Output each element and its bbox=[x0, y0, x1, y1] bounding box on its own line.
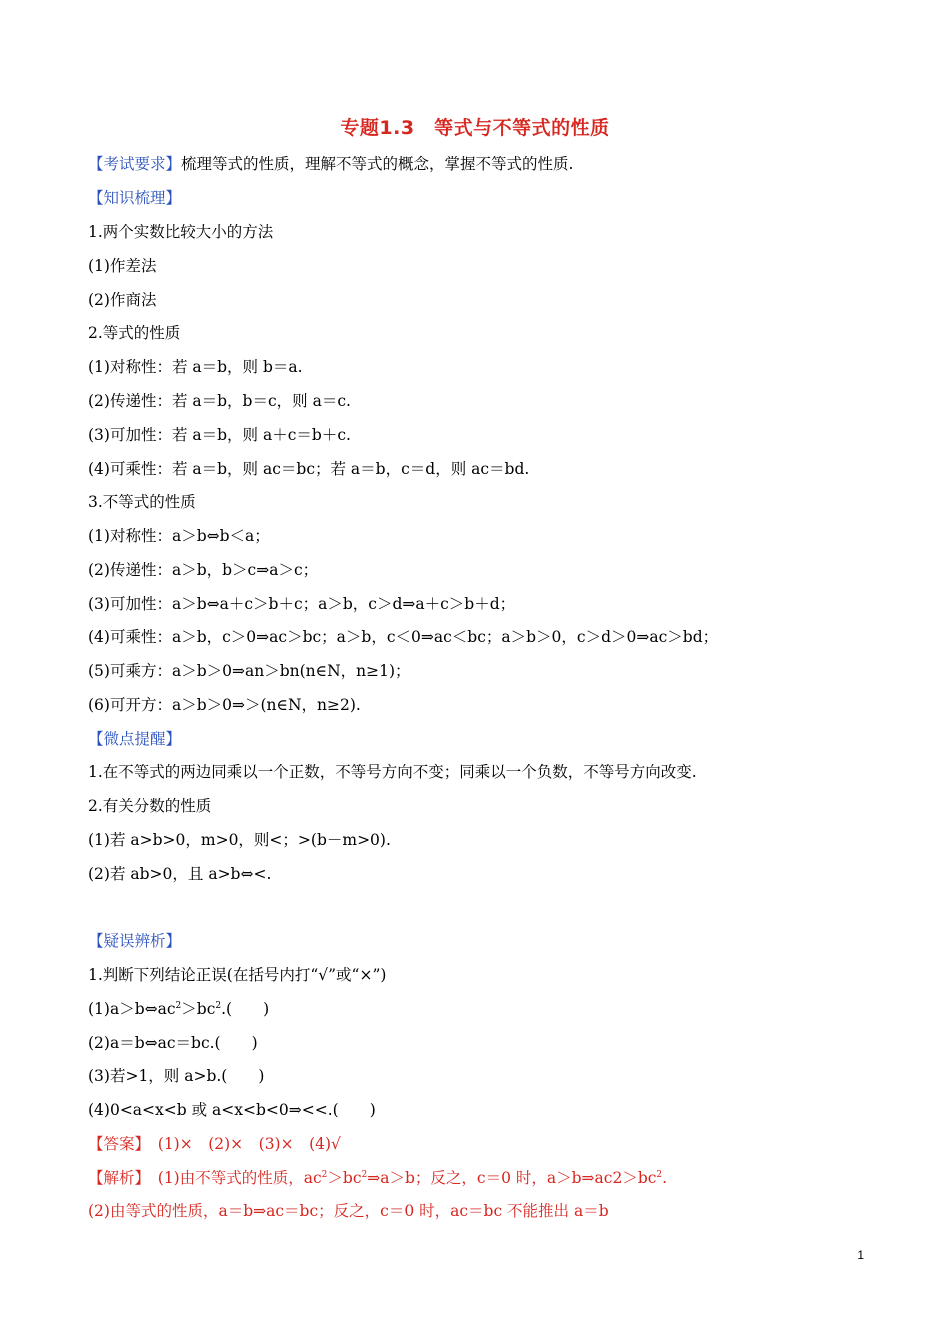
tips-line: 2.有关分数的性质 bbox=[88, 797, 212, 815]
knowledge-line: (1)对称性：若 a＝b，则 b＝a. bbox=[88, 358, 303, 376]
analysis-tag: 【解析】 bbox=[88, 1169, 143, 1187]
answer-text: (1)× (2)× (3)× (4)√ bbox=[142, 1135, 341, 1153]
knowledge-line: (3)可加性：a＞b⇔a＋c＞b＋c；a＞b，c＞d⇒a＋c＞b＋d； bbox=[88, 595, 516, 613]
analysis-part: ＞bc bbox=[327, 1169, 362, 1187]
knowledge-line: (1)作差法 bbox=[88, 257, 157, 275]
q1-exp: 2 bbox=[215, 1001, 222, 1011]
q1-part: (1)a＞b⇔ac bbox=[88, 1000, 176, 1018]
knowledge-heading: 【知识梳理】 bbox=[88, 189, 182, 207]
exam-tag: 【考试要求】 bbox=[88, 155, 182, 173]
knowledge-line: (4)可乘性：若 a＝b，则 ac＝bc；若 a＝b，c＝d，则 ac＝bd. bbox=[88, 460, 530, 478]
answer-line bbox=[88, 1134, 341, 1154]
knowledge-line: (2)传递性：a＞b，b＞c⇒a＞c； bbox=[88, 561, 319, 579]
knowledge-line: (2)传递性：若 a＝b，b＝c，则 a＝c. bbox=[88, 392, 351, 410]
question-1 bbox=[88, 999, 269, 1019]
errors-intro: 1.判断下列结论正误(在括号内打“√”或“×”) bbox=[88, 966, 387, 984]
q1-part: .( ) bbox=[221, 1000, 270, 1018]
exam-text: 梳理等式的性质，理解不等式的概念，掌握不等式的性质. bbox=[181, 155, 574, 173]
analysis-exp: 2 bbox=[656, 1170, 663, 1180]
knowledge-line: (4)可乘性：a＞b，c＞0⇒ac＞bc；a＞b，c＜0⇒ac＜bc；a＞b＞0，c＞d＞0⇒ac＞bd； bbox=[88, 628, 719, 646]
knowledge-line: 1.两个实数比较大小的方法 bbox=[88, 223, 274, 241]
knowledge-line: (5)可乘方：a＞b＞0⇒an＞bn(n∈N，n≥1)； bbox=[88, 662, 411, 680]
answer-tag: 【答案】 bbox=[88, 1135, 143, 1153]
analysis-part: . bbox=[662, 1169, 668, 1187]
tips-heading: 【微点提醒】 bbox=[88, 730, 182, 748]
knowledge-line: (2)作商法 bbox=[88, 291, 157, 309]
q1-part: ＞bc bbox=[181, 1000, 216, 1018]
knowledge-line: 3.不等式的性质 bbox=[88, 493, 196, 511]
knowledge-line: (3)可加性：若 a＝b，则 a＋c＝b＋c. bbox=[88, 426, 351, 444]
question-4: (4)0<a<x<b 或 a<x<b<0⇒<<.( ) bbox=[88, 1101, 376, 1119]
knowledge-line: (1)对称性：a＞b⇔b＜a； bbox=[88, 527, 270, 545]
tips-line: (1)若 a>b>0，m>0，则<；>(b－m>0). bbox=[88, 831, 391, 849]
page-number: 1 bbox=[857, 1248, 864, 1262]
analysis-part: ＞bc bbox=[622, 1169, 657, 1187]
analysis-line-1 bbox=[88, 1168, 667, 1188]
analysis-exp: 2 bbox=[321, 1170, 328, 1180]
exam-requirement bbox=[88, 154, 573, 174]
analysis-line-2: (2)由等式的性质，a＝b⇒ac＝bc；反之，c＝0 时，ac＝bc 不能推出 a＝b bbox=[88, 1202, 609, 1220]
question-3: (3)若>1，则 a>b.( ) bbox=[88, 1067, 265, 1085]
analysis-exp: 2 bbox=[361, 1170, 368, 1180]
knowledge-line: 2.等式的性质 bbox=[88, 324, 181, 342]
tips-line: (2)若 ab>0，且 a>b⇔<. bbox=[88, 865, 272, 883]
tips-line: 1.在不等式的两边同乘以一个正数，不等号方向不变；同乘以一个负数，不等号方向改变. bbox=[88, 763, 697, 781]
analysis-part: ⇒a＞b；反之，c＝0 时，a＞b⇒ac bbox=[367, 1169, 613, 1187]
q1-exp: 2 bbox=[175, 1001, 182, 1011]
analysis-part: (1)由不等式的性质，ac bbox=[142, 1169, 322, 1187]
knowledge-line: (6)可开方：a＞b＞0⇒＞(n∈N，n≥2). bbox=[88, 696, 361, 714]
analysis-part: 2 bbox=[612, 1169, 623, 1187]
errors-heading: 【疑误辨析】 bbox=[88, 932, 182, 950]
question-2: (2)a＝b⇔ac＝bc.( ) bbox=[88, 1034, 258, 1052]
page-title: 专题1.3 等式与不等式的性质 bbox=[340, 117, 610, 139]
